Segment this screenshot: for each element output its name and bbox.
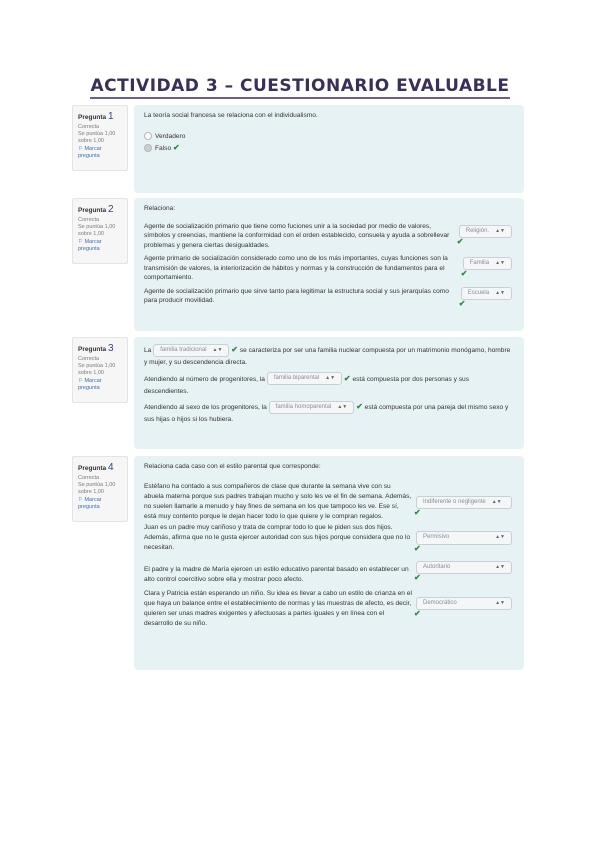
radio-button[interactable]: [144, 144, 152, 152]
question-4: [72, 456, 524, 670]
check-icon: ✔: [414, 508, 421, 518]
match-text: Estéfano ha contado a sus compañeros de clase que durante la semana vive con su abuela materna porque sus padres trabajan mucho y solo les ve el fin de semana. Además, no suelen llamarle a menudo y hay fines de semana en los que tampoco les ve. Ese sí, está muy contento porque le dejan hacer todo lo que quiere y le compran regalos.: [144, 482, 412, 520]
question-score: Se puntúa 1,00 sobre 1,00: [78, 481, 116, 496]
check-icon: ✔: [456, 236, 464, 246]
chevron-down-icon: ▲▼: [495, 289, 505, 296]
chevron-down-icon: ▲▼: [495, 534, 505, 541]
flag-question-link[interactable]: ⚐ Marcar pregunta: [78, 238, 102, 253]
chevron-down-icon: ▲▼: [495, 564, 505, 571]
question-status: Correcta: [78, 474, 100, 481]
check-icon: ✔: [458, 299, 466, 309]
question-content: [134, 337, 524, 449]
cloze-sentence-2: Atendiendo al número de progenitores, la familia biparental ▲▼ ✔ está compuesta por dos personas y sus descendientes.: [144, 373, 470, 395]
radio-button[interactable]: [144, 132, 152, 140]
question-content: [134, 105, 524, 193]
match-select[interactable]: Familia ▲▼: [463, 257, 512, 270]
question-info: [72, 337, 128, 403]
question-number: 1: [107, 111, 114, 122]
flag-icon: ⚐: [78, 145, 83, 152]
question-info: [72, 456, 128, 522]
question-label: Pregunta: [78, 207, 107, 214]
question-score: Se puntúa 1,00 sobre 1,00: [78, 130, 116, 145]
match-row: [144, 589, 514, 629]
match-row: [144, 482, 514, 522]
match-row: [144, 254, 514, 283]
chevron-down-icon: ▲▼: [325, 375, 336, 382]
match-text: Agente de socialización primario que sirve tanto para legitimar la estructura social y sus jerarquías como para producir movilidad.: [144, 287, 449, 305]
question-label: Pregunta: [78, 114, 107, 121]
match-select[interactable]: Autoritario ▲▼: [416, 561, 512, 574]
question-info: [72, 198, 128, 264]
question-number: 4: [107, 462, 114, 473]
match-select[interactable]: Religión. ▲▼: [459, 225, 512, 238]
question-1: [72, 105, 524, 193]
question-info: [72, 105, 128, 171]
match-select[interactable]: Permisivo ▲▼: [416, 531, 512, 544]
chevron-down-icon: ▲▼: [491, 498, 502, 505]
match-row: [144, 565, 514, 585]
question-3: [72, 337, 524, 449]
chevron-down-icon: ▲▼: [212, 346, 223, 353]
option-false[interactable]: Falso ✔: [144, 142, 514, 155]
chevron-down-icon: ▲▼: [495, 227, 505, 234]
question-number: 3: [107, 343, 114, 354]
question-number: 2: [107, 204, 114, 215]
question-score: Se puntúa 1,00 sobre 1,00: [78, 362, 116, 377]
question-label: Pregunta: [78, 346, 107, 353]
cloze-select[interactable]: familia tradicional ▲▼: [153, 344, 229, 357]
question-status: Correcta: [78, 216, 100, 223]
match-text: Agente primario de socialización considerado como uno de los más importantes, cuyas funciones son la transmisión de valores, la interiorización de hábitos y normas y la construcción de fundamentos para el comportamiento.: [144, 255, 448, 282]
check-icon: ✔: [460, 269, 468, 279]
chevron-down-icon: ▲▼: [495, 599, 505, 606]
check-icon: ✔: [414, 573, 421, 583]
question-score: Se puntúa 1,00 sobre 1,00: [78, 223, 116, 238]
question-text: La teoría social francesa se relaciona con el individualismo.: [144, 112, 318, 119]
check-icon: ✔: [231, 345, 238, 354]
match-text: Agente de socialización primario que tiene como fuciones unir a la sociedad por medio de valores, símbolos y creencias, mantiene la conformidad con el orden establecido, consuela y ayuda a sobrellevar problemas y genera ciertas desigualdades.: [144, 222, 450, 249]
match-row: [144, 222, 514, 251]
check-icon: ✔: [414, 543, 421, 553]
question-intro: Relaciona cada caso con el estilo parental que corresponde:: [144, 463, 321, 470]
check-icon: ✔: [414, 609, 421, 619]
cloze-select[interactable]: familia homoparental ▲▼: [269, 401, 355, 414]
flag-question-link[interactable]: ⚐ Marcar pregunta: [78, 377, 102, 392]
question-status: Correcta: [78, 123, 100, 130]
question-intro: Relaciona:: [144, 205, 176, 212]
flag-icon: ⚐: [78, 496, 83, 503]
match-row: [144, 287, 514, 309]
flag-icon: ⚐: [78, 377, 83, 384]
flag-icon: ⚐: [78, 238, 83, 245]
chevron-down-icon: ▲▼: [495, 260, 505, 267]
match-select[interactable]: Democrático ▲▼: [416, 597, 512, 610]
match-text: El padre y la madre de María ejercen un estilo educativo parental basado en establecer un alto control coercitivo sobre ella y mostrar poco afecto.: [144, 566, 409, 584]
cloze-select[interactable]: familia biparental ▲▼: [267, 372, 342, 385]
match-select[interactable]: Escuela ▲▼: [461, 287, 512, 300]
match-text: Juan es un padre muy cariñoso y trata de comprar todo lo que le piden sus dos hijos. Además, afirma que no le gusta ejercer autoridad con sus hijos porque considera que no lo necesitan.: [144, 524, 411, 552]
option-true[interactable]: Verdadero: [144, 132, 514, 143]
question-content: [134, 456, 524, 670]
match-select[interactable]: Indiferente o negligente ▲▼: [416, 496, 512, 509]
check-icon: ✔: [356, 402, 363, 412]
question-status: Correcta: [78, 355, 100, 362]
match-text: Clara y Patricia están esperando un niño. Su idea es llevar a cabo un estilo de crianza en el que haya un balance entre el establecimiento de normas y las muestras de afecto, es decir, quieren ser unas madres exigentes y afectuosas a partes iguales y en línea con el desarrollo de su niño.: [144, 589, 412, 627]
check-icon: ✔: [172, 143, 180, 153]
cloze-sentence-3: Atendiendo al sexo de los progenitores, la familia homoparental ▲▼ ✔ está compuesta por una pareja del mismo sexo y sus hijas o hijos si los hubiera.: [144, 402, 509, 424]
chevron-down-icon: ▲▼: [337, 403, 348, 410]
question-label: Pregunta: [78, 465, 107, 472]
flag-question-link[interactable]: ⚐ Marcar pregunta: [78, 496, 102, 511]
check-icon: ✔: [343, 373, 351, 383]
flag-question-link[interactable]: ⚐ Marcar pregunta: [78, 145, 102, 160]
question-content: [134, 198, 524, 331]
page-title: ACTIVIDAD 3 – CUESTIONARIO EVALUABLE: [0, 76, 600, 96]
cloze-sentence-1: La familia tradicional ▲▼ ✔ se caracteriza por ser una familia nuclear compuesta por un matrimonio monógamo, hombre y mujer, y su descendencia directa.: [144, 345, 511, 366]
match-row: [144, 523, 514, 553]
question-2: [72, 198, 524, 331]
